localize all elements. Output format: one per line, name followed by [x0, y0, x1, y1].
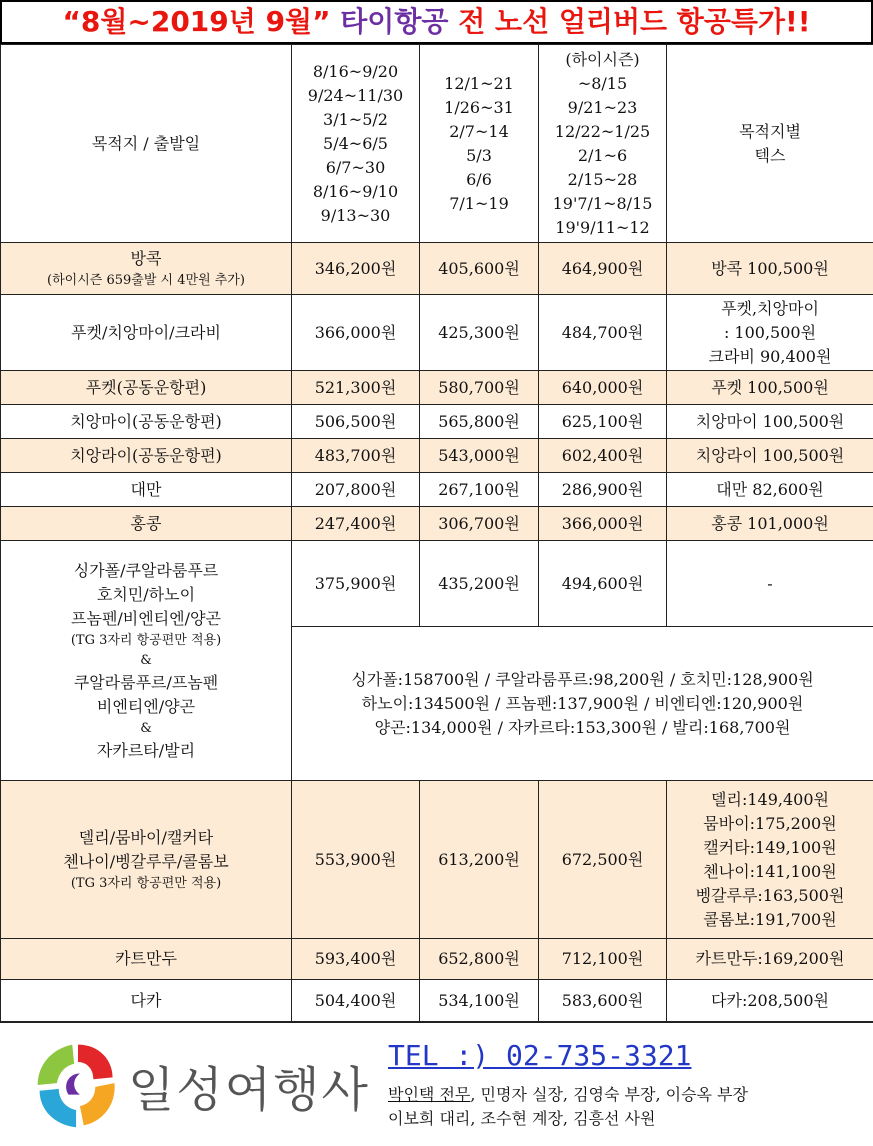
price-period-2: 534,100원: [420, 980, 539, 1022]
price-period-2: 652,800원: [420, 939, 539, 980]
price-period-3: 494,600원: [539, 541, 667, 627]
row-tax: 대만 82,600원: [667, 473, 873, 507]
price-period-3: 625,100원: [539, 405, 667, 439]
table-row: [1, 295, 873, 371]
price-period-1: 483,700원: [292, 439, 420, 473]
staff-lead: 박인택 전무: [388, 1085, 470, 1104]
price-period-3: 712,100원: [539, 939, 667, 980]
price-period-1: 506,500원: [292, 405, 420, 439]
table-row: [1, 939, 873, 980]
staff-names: , 민명자 실장, 김영숙 부장, 이승옥 부장: [470, 1085, 748, 1104]
row-destination: 푸켓/치앙마이/크라비: [1, 295, 292, 371]
price-period-1: 247,400원: [292, 507, 420, 541]
price-period-2: 425,300원: [420, 295, 539, 371]
row-tax: -: [667, 541, 873, 627]
row-destination: 치앙마이(공동운항편): [1, 405, 292, 439]
price-period-3: 583,600원: [539, 980, 667, 1022]
price-period-1: 346,200원: [292, 243, 420, 295]
price-period-2: 565,800원: [420, 405, 539, 439]
row-destination: 다카: [1, 980, 292, 1022]
header-destination: 목적지 / 출발일: [1, 45, 292, 243]
price-period-1: 521,300원: [292, 371, 420, 405]
row-tax: 푸켓,치앙마이 : 100,500원 크라비 90,400원: [667, 295, 873, 371]
price-period-2: 267,100원: [420, 473, 539, 507]
page-title: [0, 0, 873, 44]
header-period-2: 12/1~21 1/26~31 2/7~14 5/3 6/6 7/1~19: [420, 45, 539, 243]
price-period-1: 366,000원: [292, 295, 420, 371]
price-period-2: 613,200원: [420, 781, 539, 939]
price-period-2: 543,000원: [420, 439, 539, 473]
row-tax: 치앙라이 100,500원: [667, 439, 873, 473]
row-destination-india: 델리/뭄바이/캘커타 첸나이/벵갈루루/콜롬보 (TG 3자리 항공편만 적용): [1, 781, 292, 939]
table-row: [1, 405, 873, 439]
row-destination: 푸켓(공동운항편): [1, 371, 292, 405]
company-name: 일성여행사: [128, 1051, 370, 1120]
row-destination: 방콕 (하이시즌 659출발 시 4만원 추가): [1, 243, 292, 295]
table-row: [1, 473, 873, 507]
row-tax: 홍콩 101,000원: [667, 507, 873, 541]
southeast-asia-tax-note: 싱가폴:158700원 / 쿠알라룸푸르:98,200원 / 호치민:128,900원 하노이:134500원 / 프놈펜:137,900원 / 비엔티엔:120,900원 양곤:134,000원 / 자카르타:153,300원 / 발리:168,700원: [292, 627, 873, 781]
staff-names-2: 이보희 대리, 조수현 계장, 김흥선 사원: [388, 1107, 748, 1131]
table-row: [1, 243, 873, 295]
title-period: “8월~2019년 9월”: [62, 5, 330, 38]
row-destination-southeast-asia: 싱가폴/쿠알라룸푸르 호치민/하노이 프놈펜/비엔티엔/양곤 (TG 3자리 항공편만 적용) & 쿠알라룸푸르/프놈펜 비엔티엔/양곤 & 자카르타/발리: [1, 541, 292, 781]
price-period-3: 640,000원: [539, 371, 667, 405]
title-promo: 전 노선 얼리버드 항공특가!!: [458, 5, 810, 38]
price-period-3: 286,900원: [539, 473, 667, 507]
table-row: [1, 507, 873, 541]
row-tax: 푸켓 100,500원: [667, 371, 873, 405]
row-destination: 카트만두: [1, 939, 292, 980]
company-logo-icon: [30, 1037, 126, 1133]
price-period-3: 366,000원: [539, 507, 667, 541]
row-tax: 카트만두:169,200원: [667, 939, 873, 980]
row-tax: 방콕 100,500원: [667, 243, 873, 295]
table-row: [1, 439, 873, 473]
price-period-1: 593,400원: [292, 939, 420, 980]
row-tax: 델리:149,400원 뭄바이:175,200원 캘커타:149,100원 첸나이:141,100원 벵갈루루:163,500원 콜롬보:191,700원: [667, 781, 873, 939]
table-row: [1, 371, 873, 405]
row-destination: 치앙라이(공동운항편): [1, 439, 292, 473]
staff-list: [388, 1083, 748, 1131]
header-tax: 목적지별 텍스: [667, 45, 873, 243]
price-period-2: 580,700원: [420, 371, 539, 405]
price-period-1: 553,900원: [292, 781, 420, 939]
phone-number[interactable]: TEL :) 02-735-3321: [388, 1039, 691, 1072]
price-period-1: 207,800원: [292, 473, 420, 507]
price-period-2: 435,200원: [420, 541, 539, 627]
header-period-3: (하이시즌) ~8/15 9/21~23 12/22~1/25 2/1~6 2/15~28 19'7/1~8/15 19'9/11~12: [539, 45, 667, 243]
row-tax: 다카:208,500원: [667, 980, 873, 1022]
table-row: [1, 781, 873, 939]
footer: [0, 1022, 873, 1146]
price-period-3: 672,500원: [539, 781, 667, 939]
price-period-3: 464,900원: [539, 243, 667, 295]
table-row: [1, 980, 873, 1022]
fare-table: [0, 44, 873, 1022]
title-airline: 타이항공: [331, 5, 459, 38]
header-period-1: 8/16~9/20 9/24~11/30 3/1~5/2 5/4~6/5 6/7~30 8/16~9/10 9/13~30: [292, 45, 420, 243]
price-period-3: 484,700원: [539, 295, 667, 371]
price-period-2: 405,600원: [420, 243, 539, 295]
price-period-1: 504,400원: [292, 980, 420, 1022]
price-period-3: 602,400원: [539, 439, 667, 473]
row-tax: 치앙마이 100,500원: [667, 405, 873, 439]
table-header-row: [1, 45, 873, 243]
table-row: [1, 541, 873, 627]
row-destination: 대만: [1, 473, 292, 507]
price-period-1: 375,900원: [292, 541, 420, 627]
price-period-2: 306,700원: [420, 507, 539, 541]
row-destination: 홍콩: [1, 507, 292, 541]
